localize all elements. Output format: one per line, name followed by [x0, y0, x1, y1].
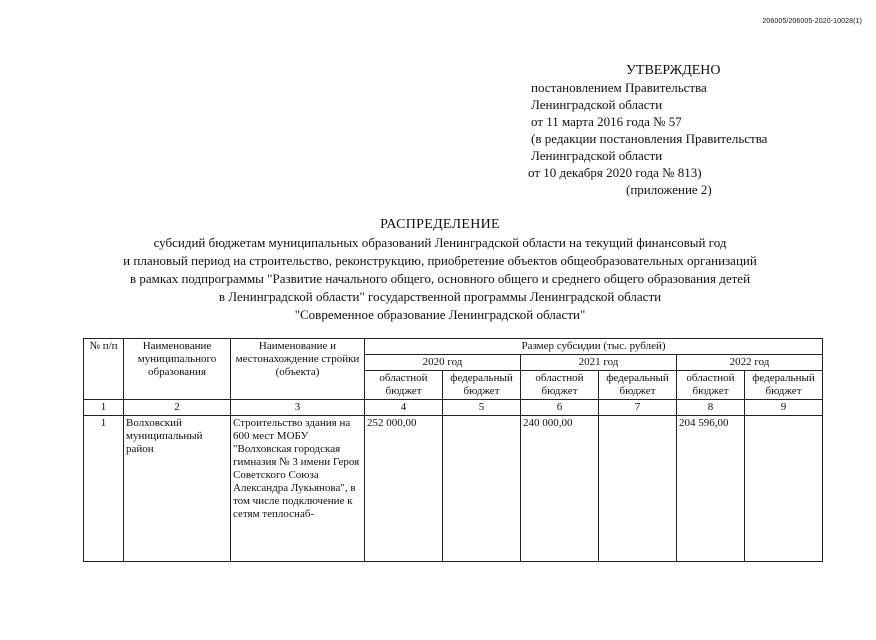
row-num: 1: [84, 416, 124, 562]
approval-line: от 11 марта 2016 года № 57: [531, 114, 682, 129]
column-number: 6: [521, 400, 599, 416]
header-federal-budget: федеральный бюджет: [745, 371, 823, 400]
row-2022-regional: 204 596,00: [677, 416, 745, 562]
header-regional-budget: областной бюджет: [677, 371, 745, 400]
header-year-2020: 2020 год: [365, 355, 521, 371]
column-number: 3: [231, 400, 365, 416]
column-number: 1: [84, 400, 124, 416]
title-line: в рамках подпрограммы "Развитие начального общего, основного общего и среднего общего образования детей: [129, 271, 751, 286]
header-municipality: Наименование муниципального образования: [124, 339, 231, 400]
column-number: 4: [365, 400, 443, 416]
header-year-2022: 2022 год: [677, 355, 823, 371]
document-id: 206005/206005-2020-10028(1): [762, 18, 862, 25]
column-number-row: [84, 400, 823, 416]
header-object: Наименование и местонахождение стройки (объекта): [231, 339, 365, 400]
table-row: [84, 416, 823, 562]
approval-line: Ленинградской области: [531, 148, 663, 163]
header-subsidy-size: Размер субсидии (тыс. рублей): [365, 339, 823, 355]
row-object: Строительство здания на 600 мест МОБУ "Волховская городская гимназия № 3 имени Героя Советского Союза Александра Лукьянова", в том числе подключение к сетям теплоснаб-: [231, 416, 365, 562]
header-num: № п/п: [84, 339, 124, 400]
approval-line: постановлением Правительства: [531, 80, 707, 95]
column-number: 8: [677, 400, 745, 416]
approval-stamp: [528, 62, 851, 198]
column-number: 5: [443, 400, 521, 416]
row-municipality: Волховский муниципальный район: [124, 416, 231, 562]
header-federal-budget: федеральный бюджет: [599, 371, 677, 400]
row-2022-federal: [745, 416, 823, 562]
title-line: в Ленинградской области" государственной программы Ленинградской области: [218, 289, 662, 304]
header-regional-budget: областной бюджет: [521, 371, 599, 400]
column-number: 9: [745, 400, 823, 416]
row-2021-regional: 240 000,00: [521, 416, 599, 562]
approval-line: (в редакции постановления Правительства: [531, 131, 768, 146]
approval-title: УТВЕРЖДЕНО: [626, 63, 721, 78]
header-year-2021: 2021 год: [521, 355, 677, 371]
row-2020-federal: [443, 416, 521, 562]
title-line: субсидий бюджетам муниципальных образований Ленинградской области на текущий финансовый год: [153, 235, 727, 250]
title-line: "Современное образование Ленинградской области": [294, 307, 586, 322]
column-number: 2: [124, 400, 231, 416]
approval-line: Ленинградской области: [531, 97, 663, 112]
row-2020-regional: 252 000,00: [365, 416, 443, 562]
title-heading: РАСПРЕДЕЛЕНИЕ: [380, 217, 500, 232]
subsidy-table: [83, 338, 823, 562]
appendix-label: (приложение 2): [626, 182, 712, 197]
document-title: [40, 216, 840, 324]
row-2021-federal: [599, 416, 677, 562]
header-regional-budget: областной бюджет: [365, 371, 443, 400]
title-line: и плановый период на строительство, реконструкцию, приобретение объектов общеобразовательных организаций: [123, 253, 757, 268]
approval-line: от 10 декабря 2020 года № 813): [528, 165, 702, 180]
column-number: 7: [599, 400, 677, 416]
header-federal-budget: федеральный бюджет: [443, 371, 521, 400]
